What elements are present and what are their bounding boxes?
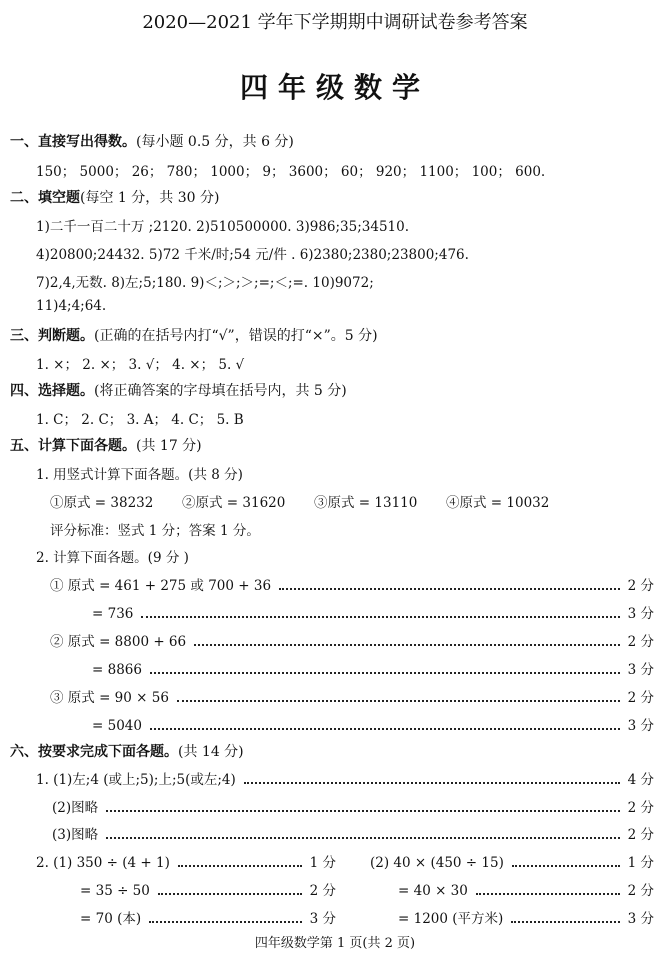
- leader-dots: [141, 616, 619, 618]
- section-2-line: 7)2,4,无数. 8)左;5;180. 9)＜;＞;＞;=;＜;=. 10)9072;: [36, 275, 374, 291]
- section-6-title: 六、按要求完成下面各题。: [10, 744, 178, 760]
- answer-row-text: (2)图略: [52, 800, 99, 816]
- answer-row-text: = 35 ÷ 50: [80, 883, 150, 899]
- answer-row: [52, 823, 654, 843]
- document-title: 2020—2021 学年下学期期中调研试卷参考答案: [142, 12, 528, 33]
- section-1-heading: [10, 131, 294, 151]
- score: 2 分: [627, 578, 654, 594]
- leader-dots: [158, 893, 302, 895]
- answer-row: [36, 768, 654, 788]
- calc-row: [50, 630, 654, 650]
- leader-dots: [511, 921, 619, 923]
- score: 2 分: [627, 827, 654, 843]
- leader-dots: [150, 728, 620, 730]
- answer-row-right: [398, 879, 654, 899]
- answer-row-text: (3)图略: [52, 827, 99, 843]
- section-4-title: 四、选择题。: [10, 383, 94, 399]
- section-2-line: 11)4;4;64.: [36, 298, 107, 314]
- section-1-title: 一、直接写出得数。: [10, 134, 136, 150]
- leader-dots: [178, 865, 302, 867]
- calc-row-text: = 8866: [92, 662, 142, 678]
- score: 1 分: [627, 855, 654, 871]
- score: 2 分: [309, 883, 336, 899]
- answer-row-right: [398, 907, 654, 927]
- section-4-note: (将正确答案的字母填在括号内，共 5 分): [94, 383, 347, 399]
- section-5-part-1-item: ③原式 = 13110: [314, 495, 418, 511]
- section-2-line: 4)20800;24432. 5)72 千米/时;54 元/件 . 6)2380;2380;23800;476.: [36, 247, 469, 263]
- calc-row-text: ② 原式 = 8800 + 66: [50, 634, 187, 650]
- section-2-heading: [10, 187, 219, 207]
- calc-row-text: = 5040: [92, 718, 142, 734]
- calc-row: [92, 602, 654, 622]
- score: 4 分: [627, 772, 654, 788]
- section-3-title: 三、判断题。: [10, 328, 94, 344]
- calc-row-text: ③ 原式 = 90 × 56: [50, 690, 169, 706]
- answer-row: [52, 796, 654, 816]
- section-4-answers: 1. C； 2. C； 3. A； 4. C； 5. B: [36, 412, 244, 428]
- leader-dots: [177, 700, 620, 702]
- score: 3 分: [309, 911, 336, 927]
- calc-row: [50, 686, 654, 706]
- section-1-answers: 150； 5000； 26； 780； 1000； 9； 3600； 60； 920； 1100； 100； 600.: [36, 164, 546, 180]
- section-4-heading: [10, 380, 347, 400]
- calc-row: [92, 714, 654, 734]
- section-5-note: (共 17 分): [136, 438, 202, 454]
- leader-dots: [279, 588, 620, 590]
- leader-dots: [194, 644, 619, 646]
- answer-row-left: [36, 851, 336, 871]
- section-5-title: 五、计算下面各题。: [10, 438, 136, 454]
- answer-row-text: 1. (1)左;4 (或上;5);上;5(或左;4): [36, 772, 236, 788]
- section-5-part-1-item: ④原式 = 10032: [446, 495, 550, 511]
- score: 3 分: [627, 718, 654, 734]
- calc-row-text: ① 原式 = 461 + 275 或 700 + 36: [50, 578, 272, 594]
- subject-title: 四年级数学: [239, 71, 430, 104]
- page-footer: 四年级数学第 1 页(共 2 页): [254, 936, 416, 951]
- score: 3 分: [627, 662, 654, 678]
- leader-dots: [512, 865, 620, 867]
- score: 2 分: [627, 634, 654, 650]
- leader-dots: [244, 782, 620, 784]
- score: 2 分: [627, 883, 654, 899]
- section-5-heading: [10, 435, 202, 455]
- score: 1 分: [309, 855, 336, 871]
- calc-row: [50, 574, 654, 594]
- answer-row-text: = 40 × 30: [398, 883, 468, 899]
- section-2-title: 二、填空题: [10, 190, 80, 206]
- section-1-note: (每小题 0.5 分，共 6 分): [136, 134, 294, 150]
- section-2-note: (每空 1 分，共 30 分): [80, 190, 220, 206]
- leader-dots: [106, 837, 619, 839]
- score: 3 分: [627, 606, 654, 622]
- section-6-heading: [10, 741, 244, 761]
- calc-row-text: = 736: [92, 606, 134, 622]
- score: 2 分: [627, 690, 654, 706]
- score: 3 分: [627, 911, 654, 927]
- leader-dots: [150, 672, 620, 674]
- section-3-heading: [10, 325, 378, 345]
- calc-row: [92, 658, 654, 678]
- answer-row-text: = 70 (本): [80, 911, 142, 927]
- leader-dots: [106, 810, 619, 812]
- section-5-part-1-item: ①原式 = 38232: [50, 495, 154, 511]
- leader-dots: [476, 893, 620, 895]
- score: 2 分: [627, 800, 654, 816]
- section-5-part-1-item: ②原式 = 31620: [182, 495, 286, 511]
- section-6-note: (共 14 分): [178, 744, 244, 760]
- answer-row-left: [80, 907, 336, 927]
- section-3-note: (正确的在括号内打“√”，错误的打“×”。5 分): [94, 328, 378, 344]
- section-5-grading: 评分标准：竖式 1 分；答案 1 分。: [50, 523, 260, 539]
- section-5-part-1-title: 1. 用竖式计算下面各题。(共 8 分): [36, 467, 243, 483]
- leader-dots: [149, 921, 302, 923]
- answer-row-right: [370, 851, 654, 871]
- answer-row-left: [80, 879, 336, 899]
- section-3-answers: 1. ×； 2. ×； 3. √； 4. ×； 5. √: [36, 357, 245, 373]
- answer-row-text: (2) 40 × (450 ÷ 15): [370, 855, 504, 871]
- section-2-line: 1)二千一百二十万 ;2120. 2)510500000. 3)986;35;34510.: [36, 219, 410, 235]
- answer-row-text: 2. (1) 350 ÷ (4 + 1): [36, 855, 170, 871]
- section-5-part-2-title: 2. 计算下面各题。(9 分 ): [36, 550, 189, 566]
- answer-row-text: = 1200 (平方米): [398, 911, 504, 927]
